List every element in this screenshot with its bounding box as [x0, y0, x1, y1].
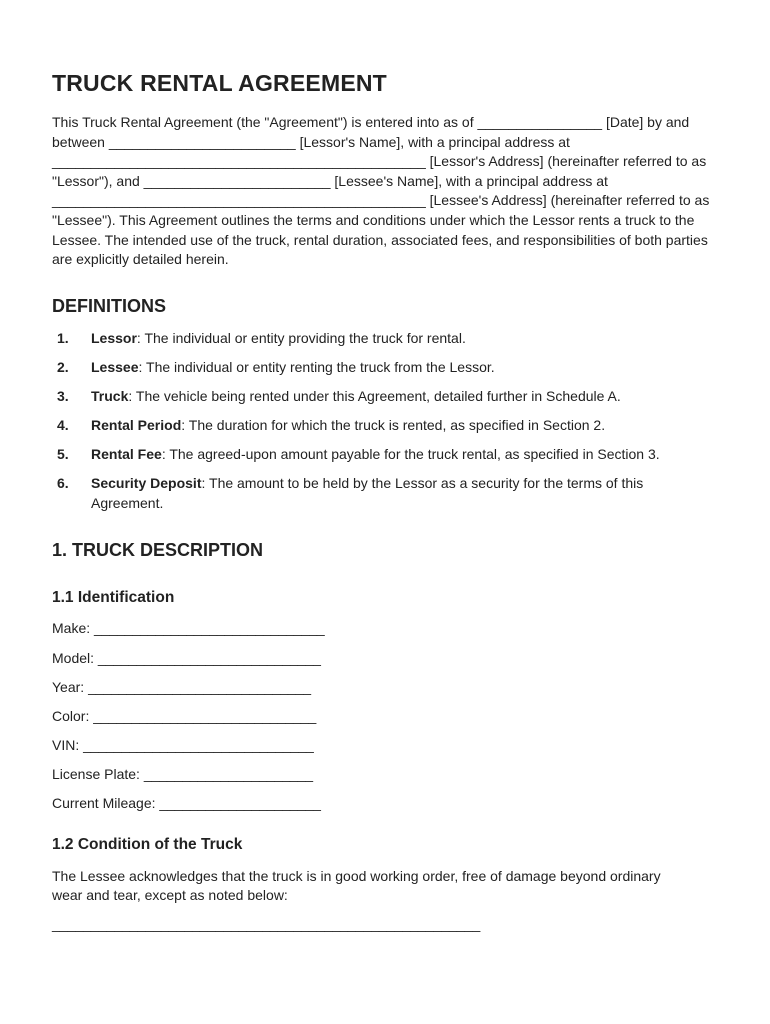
definition-term: Lessor	[91, 329, 137, 346]
field-label: Year:	[52, 678, 85, 695]
field-label: Make:	[52, 620, 91, 637]
definition-number: 6.	[57, 475, 69, 492]
current-mileage-field[interactable]	[52, 794, 718, 814]
definition-number: 1.	[57, 329, 69, 346]
definition-text: : The duration for which the truck is rented, as specified in Section 2.	[181, 417, 606, 434]
vin-field[interactable]	[52, 736, 718, 756]
intro-paragraph: This Truck Rental Agreement (the "Agreement") is entered into as of ________________ [Date] by and between ________________________ [Lessor's Name], with a principal address at ________________________________________________ [Lessor's Address] (hereinafter referred to as "Lessor"), and ________________________ [Lessee's Name], with a principal address at ________________________________________________ [Lessee's Address] (hereinafter referred to as "Lessee"). This Agreement outlines the terms and conditions under which the Lessor rents a truck to the Lessee. The intended use of the truck, rental duration, associated fees, and responsibilities of both parties are explicitly detailed herein.	[52, 114, 710, 268]
year-field[interactable]	[52, 678, 718, 698]
definition-number: 5.	[57, 446, 69, 463]
definition-text: : The amount to be held by the Lessor as a security for the terms of this Agreement.	[91, 475, 644, 511]
definition-term: Lessee	[91, 358, 139, 375]
definition-number: 2.	[57, 358, 69, 375]
field-label: License Plate:	[52, 765, 140, 782]
condition-paragraph: The Lessee acknowledges that the truck is in good working order, free of damage beyond ordinary wear and tear, except as noted below:	[52, 867, 661, 904]
definition-item	[52, 474, 718, 513]
definition-term: Security Deposit	[91, 475, 202, 492]
definition-item	[52, 387, 718, 407]
definition-number: 4.	[57, 417, 69, 434]
definition-item	[52, 445, 718, 465]
model-field[interactable]	[52, 649, 718, 669]
definition-term: Rental Period	[91, 417, 182, 434]
definition-term: Truck	[91, 387, 129, 404]
document-title: TRUCK RENTAL AGREEMENT	[52, 70, 387, 96]
definition-text: : The individual or entity renting the truck from the Lessor.	[138, 358, 495, 375]
field-label: VIN:	[52, 736, 80, 753]
field-blank[interactable]: _____________________________	[93, 707, 317, 724]
field-label: Current Mileage:	[52, 794, 156, 811]
field-blank[interactable]: _____________________________	[97, 649, 321, 666]
license-plate-field[interactable]	[52, 765, 718, 785]
definition-item	[52, 358, 718, 378]
field-blank[interactable]: _____________________	[159, 794, 321, 811]
truck-description-heading: 1. TRUCK DESCRIPTION	[52, 540, 264, 561]
definition-number: 3.	[57, 387, 69, 404]
field-blank[interactable]: ______________________________	[94, 620, 325, 637]
condition-heading: 1.2 Condition of the Truck	[52, 835, 243, 853]
definitions-list	[52, 329, 718, 514]
definition-term: Rental Fee	[91, 446, 162, 463]
field-label: Model:	[52, 649, 95, 666]
field-blank[interactable]: ______________________	[143, 765, 313, 782]
condition-notes-blank[interactable]: _______________________________________________________	[52, 915, 481, 932]
definition-item	[52, 329, 718, 349]
identification-heading: 1.1 Identification	[52, 589, 175, 607]
definition-text: : The vehicle being rented under this Agreement, detailed further in Schedule A.	[128, 387, 621, 404]
field-label: Color:	[52, 707, 90, 724]
definition-item	[52, 416, 718, 436]
definition-text: : The agreed-upon amount payable for the truck rental, as specified in Section 3.	[161, 446, 660, 463]
definitions-heading: DEFINITIONS	[52, 295, 167, 316]
color-field[interactable]	[52, 707, 718, 727]
definition-text: : The individual or entity providing the truck for rental.	[136, 329, 466, 346]
field-blank[interactable]: _____________________________	[88, 678, 311, 695]
field-blank[interactable]: ______________________________	[83, 736, 314, 753]
make-field[interactable]	[52, 619, 718, 639]
